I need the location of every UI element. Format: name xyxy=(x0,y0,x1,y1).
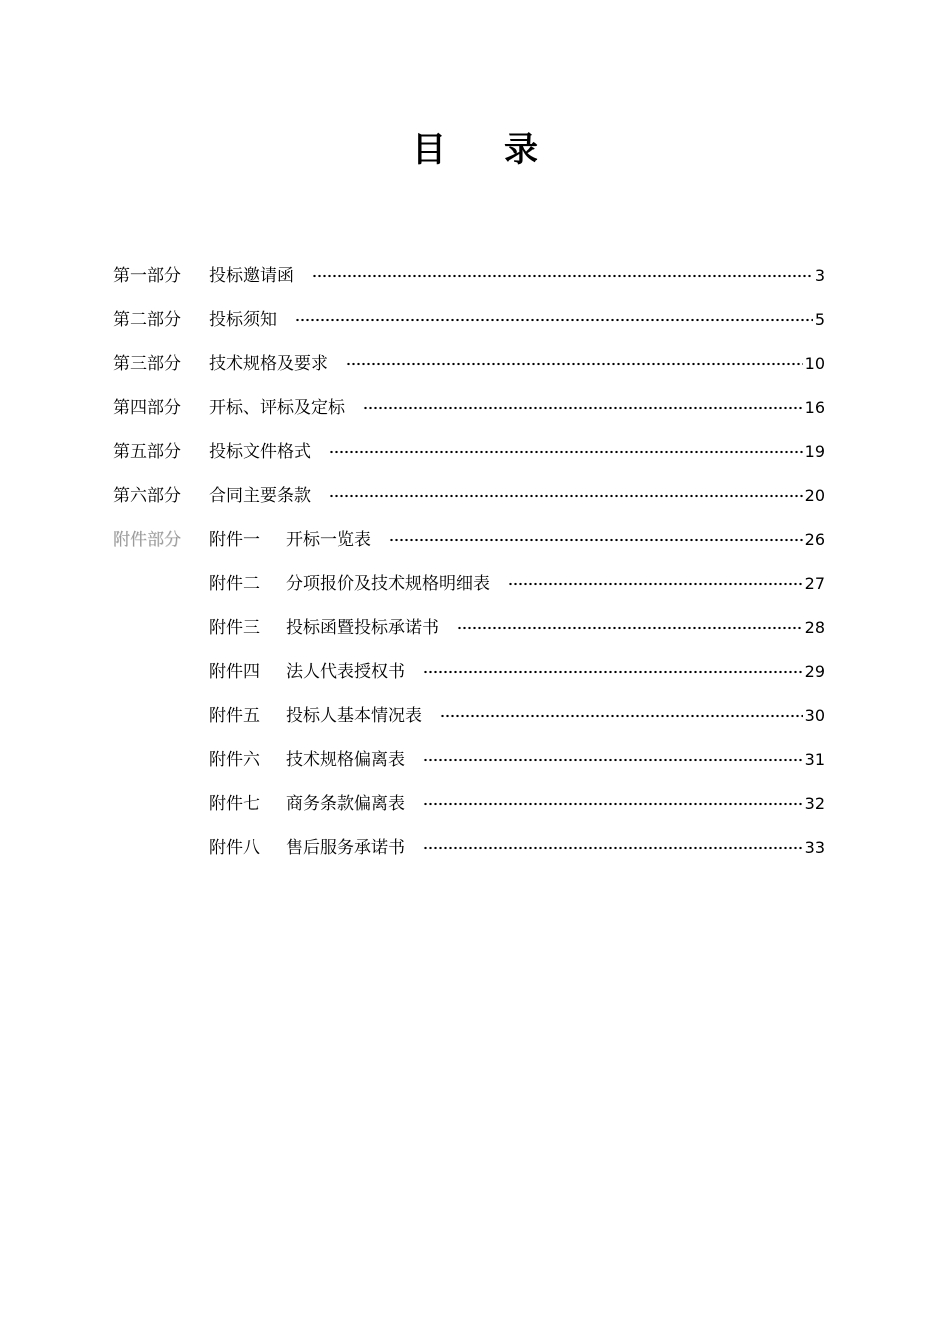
toc-page-number: 16 xyxy=(804,398,825,417)
toc-row-attachment-6[interactable] xyxy=(113,738,825,782)
toc-part-label: 第三部分 xyxy=(113,354,181,374)
toc-page-number: 30 xyxy=(804,706,825,725)
dot-leader xyxy=(423,831,803,865)
toc-entry-title xyxy=(209,611,439,645)
toc-page-number: 31 xyxy=(804,750,825,769)
toc-part-label: 第四部分 xyxy=(113,398,181,418)
attachment-title: 投标函暨投标承诺书 xyxy=(286,618,439,638)
table-of-contents xyxy=(113,254,825,870)
attachment-title: 商务条款偏离表 xyxy=(286,794,405,814)
toc-row-part-5[interactable] xyxy=(113,430,825,474)
toc-part-label: 第五部分 xyxy=(113,442,181,462)
toc-page-number: 20 xyxy=(804,486,825,505)
toc-row-attachment-7[interactable] xyxy=(113,782,825,826)
toc-page-number: 33 xyxy=(804,838,825,857)
toc-row-part-6[interactable] xyxy=(113,474,825,518)
toc-page-number: 5 xyxy=(814,310,825,329)
dot-leader xyxy=(440,699,803,733)
dot-leader xyxy=(363,391,803,425)
toc-entry-title xyxy=(209,655,405,689)
toc-row-part-4[interactable] xyxy=(113,386,825,430)
toc-part-label: 第一部分 xyxy=(113,266,181,286)
dot-leader xyxy=(457,611,803,645)
toc-entry-title xyxy=(209,831,405,865)
dot-leader xyxy=(423,655,803,689)
toc-entry-title xyxy=(209,567,490,601)
toc-page-number: 26 xyxy=(804,530,825,549)
toc-part-label: 第六部分 xyxy=(113,486,181,506)
attachment-number: 附件三 xyxy=(209,618,260,638)
toc-row-attachment-2[interactable] xyxy=(113,562,825,606)
toc-entry-title: 合同主要条款 xyxy=(209,486,311,506)
toc-row-attachment-1[interactable] xyxy=(113,518,825,562)
toc-row-attachment-8[interactable] xyxy=(113,826,825,870)
page-title xyxy=(0,128,950,172)
attachment-title: 法人代表授权书 xyxy=(286,662,405,682)
dot-leader xyxy=(329,479,803,513)
dot-leader xyxy=(508,567,803,601)
attachment-title: 分项报价及技术规格明细表 xyxy=(286,574,490,594)
attachment-title: 技术规格偏离表 xyxy=(286,750,405,770)
toc-page-number: 10 xyxy=(804,354,825,373)
dot-leader xyxy=(312,259,813,293)
toc-row-attachment-4[interactable] xyxy=(113,650,825,694)
toc-page-number: 29 xyxy=(804,662,825,681)
toc-row-part-3[interactable] xyxy=(113,342,825,386)
dot-leader xyxy=(329,435,803,469)
attachment-number: 附件六 xyxy=(209,750,260,770)
dot-leader xyxy=(423,787,803,821)
dot-leader xyxy=(295,303,813,337)
toc-part-label: 第二部分 xyxy=(113,310,181,330)
attachment-title: 售后服务承诺书 xyxy=(286,838,405,858)
attachment-number: 附件五 xyxy=(209,706,260,726)
toc-row-attachment-3[interactable] xyxy=(113,606,825,650)
toc-entry-title: 技术规格及要求 xyxy=(209,354,328,374)
toc-row-part-2[interactable] xyxy=(113,298,825,342)
title-char-right: 录 xyxy=(504,130,538,170)
toc-page-number: 28 xyxy=(804,618,825,637)
attachment-title: 开标一览表 xyxy=(286,530,371,550)
attachment-number: 附件七 xyxy=(209,794,260,814)
dot-leader xyxy=(423,743,803,777)
toc-entry-title: 投标文件格式 xyxy=(209,442,311,462)
toc-page-number: 19 xyxy=(804,442,825,461)
toc-entry-title: 投标邀请函 xyxy=(209,266,294,286)
toc-page-number: 32 xyxy=(804,794,825,813)
toc-row-attachment-5[interactable] xyxy=(113,694,825,738)
toc-attachments-heading: 附件部分 xyxy=(113,530,181,550)
attachment-number: 附件二 xyxy=(209,574,260,594)
title-char-left: 目 xyxy=(412,130,446,170)
toc-entry-title xyxy=(209,699,422,733)
dot-leader xyxy=(389,523,803,557)
attachment-number: 附件四 xyxy=(209,662,260,682)
toc-entry-title xyxy=(209,787,405,821)
attachment-number: 附件八 xyxy=(209,838,260,858)
toc-entry-title xyxy=(209,523,371,557)
attachment-title: 投标人基本情况表 xyxy=(286,706,422,726)
toc-page-number: 3 xyxy=(814,266,825,285)
toc-row-part-1[interactable] xyxy=(113,254,825,298)
toc-entry-title: 开标、评标及定标 xyxy=(209,398,345,418)
toc-entry-title: 投标须知 xyxy=(209,310,277,330)
dot-leader xyxy=(346,347,803,381)
toc-page-number: 27 xyxy=(804,574,825,593)
toc-entry-title xyxy=(209,743,405,777)
attachment-number: 附件一 xyxy=(209,530,260,550)
